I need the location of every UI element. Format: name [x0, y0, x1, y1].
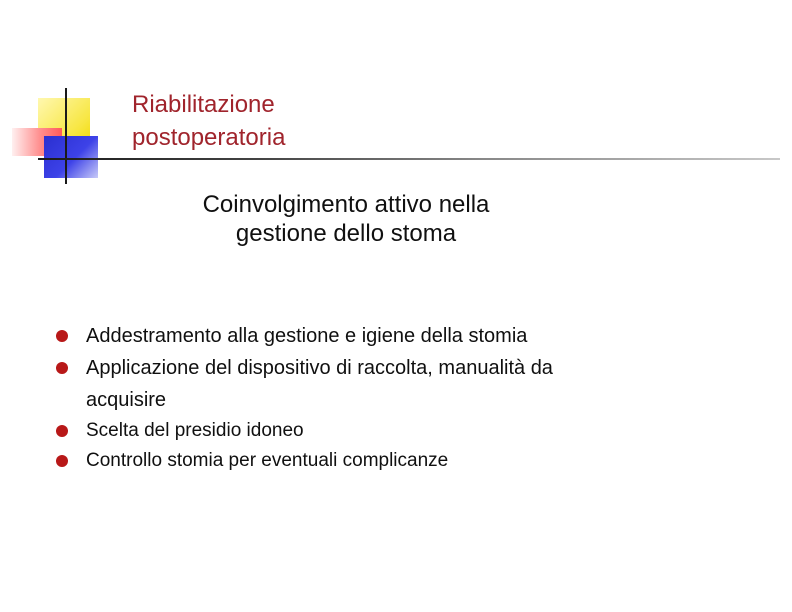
bullet-dot-icon [56, 425, 68, 437]
subtitle-line2: gestione dello stoma [235, 220, 457, 247]
bullet-list [56, 320, 756, 476]
bullet-text-line1: Applicazione del dispositivo di raccolta, manualità da [86, 357, 553, 379]
bullet-dot-icon [56, 362, 68, 374]
subtitle-line1: Coinvolgimento attivo nella [202, 191, 490, 218]
list-item [56, 416, 756, 446]
slide-title [132, 88, 692, 154]
decorative-squares-logo [0, 0, 140, 190]
list-item [56, 320, 756, 352]
blue-square [44, 136, 98, 178]
vertical-rule [65, 88, 67, 184]
bullet-text: Scelta del presidio idoneo [86, 420, 304, 441]
slide-subtitle [130, 190, 562, 248]
title-underline-rule [38, 158, 780, 160]
list-item [56, 352, 756, 416]
bullet-text: Addestramento alla gestione e igiene della stomia [86, 325, 528, 347]
bullet-dot-icon [56, 455, 68, 467]
bullet-text-line2: acquisire [86, 389, 167, 411]
list-item [56, 446, 756, 476]
bullet-dot-icon [56, 330, 68, 342]
bullet-text: Controllo stomia per eventuali complicanze [86, 450, 449, 471]
slide-title-line2: postoperatoria [132, 124, 286, 151]
slide-title-line1: Riabilitazione [132, 91, 275, 118]
